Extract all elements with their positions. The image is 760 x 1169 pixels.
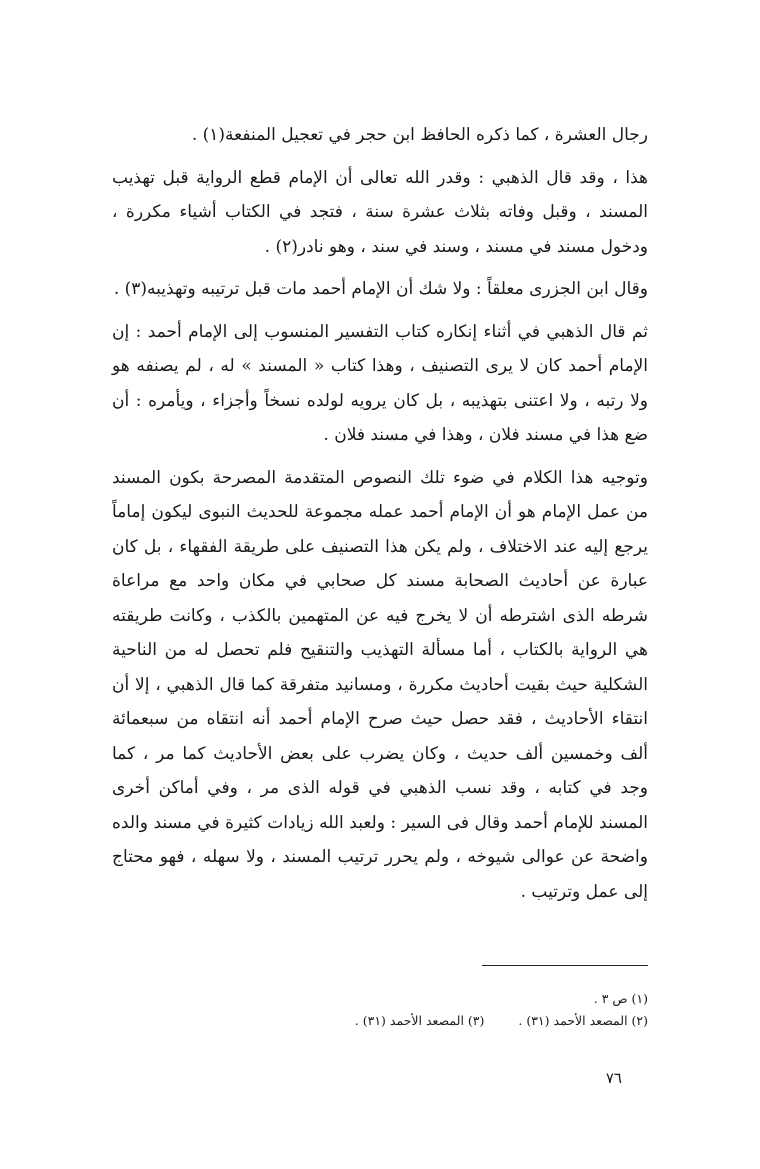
page-number: ٧٦	[605, 1069, 622, 1087]
paragraph-1: رجال العشرة ، كما ذكره الحافظ ابن حجر في تعجيل المنفعة(١) .	[191, 125, 648, 145]
main-text	[112, 118, 648, 909]
footnote-1: (١) ص ٣ .	[593, 991, 648, 1006]
footnote-row-2	[112, 1010, 648, 1032]
paragraph-3: وقال ابن الجزرى معلقاً : ولا شك أن الإمام أحمد مات قبل ترتيبه وتهذيبه(٣) .	[113, 279, 648, 299]
footnotes	[112, 988, 648, 1032]
paragraph-2: هذا ، وقد قال الذهبي : وقدر الله تعالى أن الإمام قطع الرواية قبل تهذيب المسند ، وقبل وفاته بثلاث عشرة سنة ، فتجد في الكتاب أشياء مكررة ، ودخول مسند في مسند ، وسند في سند ، وهو نادر(٢) .	[112, 167, 648, 257]
paragraph-5: وتوجيه هذا الكلام في ضوء تلك النصوص المتقدمة المصرحة بكون المسند من عمل الإمام هو أن الإمام أحمد عمله مجموعة للحديث النبوى ليكون إماماً يرجع إليه عند الاختلاف ، ولم يكن هذا التصنيف على طريقة الفقهاء ، بل كان عبارة عن أحاديث الصحابة مسند كل صحابي في مكان واحد مع مراعاة شرطه الذى اشترطه أن لا يخرج فيه عن المتهمين بالكذب ، وكانت طريقته هي الرواية بالكتاب ، أما مسألة التهذيب والتنقيح فلم تحصل له من الناحية الشكلية حيث بقيت أحاديث مكررة ، ومسانيد متفرقة كما قال الذهبي ، إلا أن انتقاء الأحاديث ، فقد حصل حيث صرح الإمام أحمد أنه انتقاه من سبعمائة ألف وخمسين ألف حديث ، وكان يضرب على بعض الأحاديث كما مر ، كما وجد في كتابه ، وقد نسب الذهبي في قوله الذى مر ، وفي أماكن أخرى المسند للإمام أحمد وقال فى السير : ولعبد الله زيادات كثيرة في مسند والده واضحة عن عوالى شيوخه ، ولم يحرر ترتيب المسند ، ولا سهله ، فهو محتاج إلى عمل وترتيب .	[112, 467, 648, 902]
paragraph-4: ثم قال الذهبي في أثناء إنكاره كتاب التفسير المنسوب إلى الإمام أحمد : إن الإمام أحمد كان لا يرى التصنيف ، وهذا كتاب « المسند » له ، لم يصنفه هو ولا رتبه ، ولا اعتنى بتهذيبه ، بل كان يرويه لولده نسخاً وأجزاء ، ويأمره : أن ضع هذا في مسند فلان ، وهذا في مسند فلان .	[112, 321, 648, 445]
footnote-2: (٢) المصعد الأحمد (٣١) .	[518, 1013, 648, 1028]
footnote-row-1	[112, 988, 648, 1010]
footnote-3: (٣) المصعد الأحمد (٣١) .	[354, 1013, 485, 1028]
footnote-divider	[482, 965, 648, 966]
